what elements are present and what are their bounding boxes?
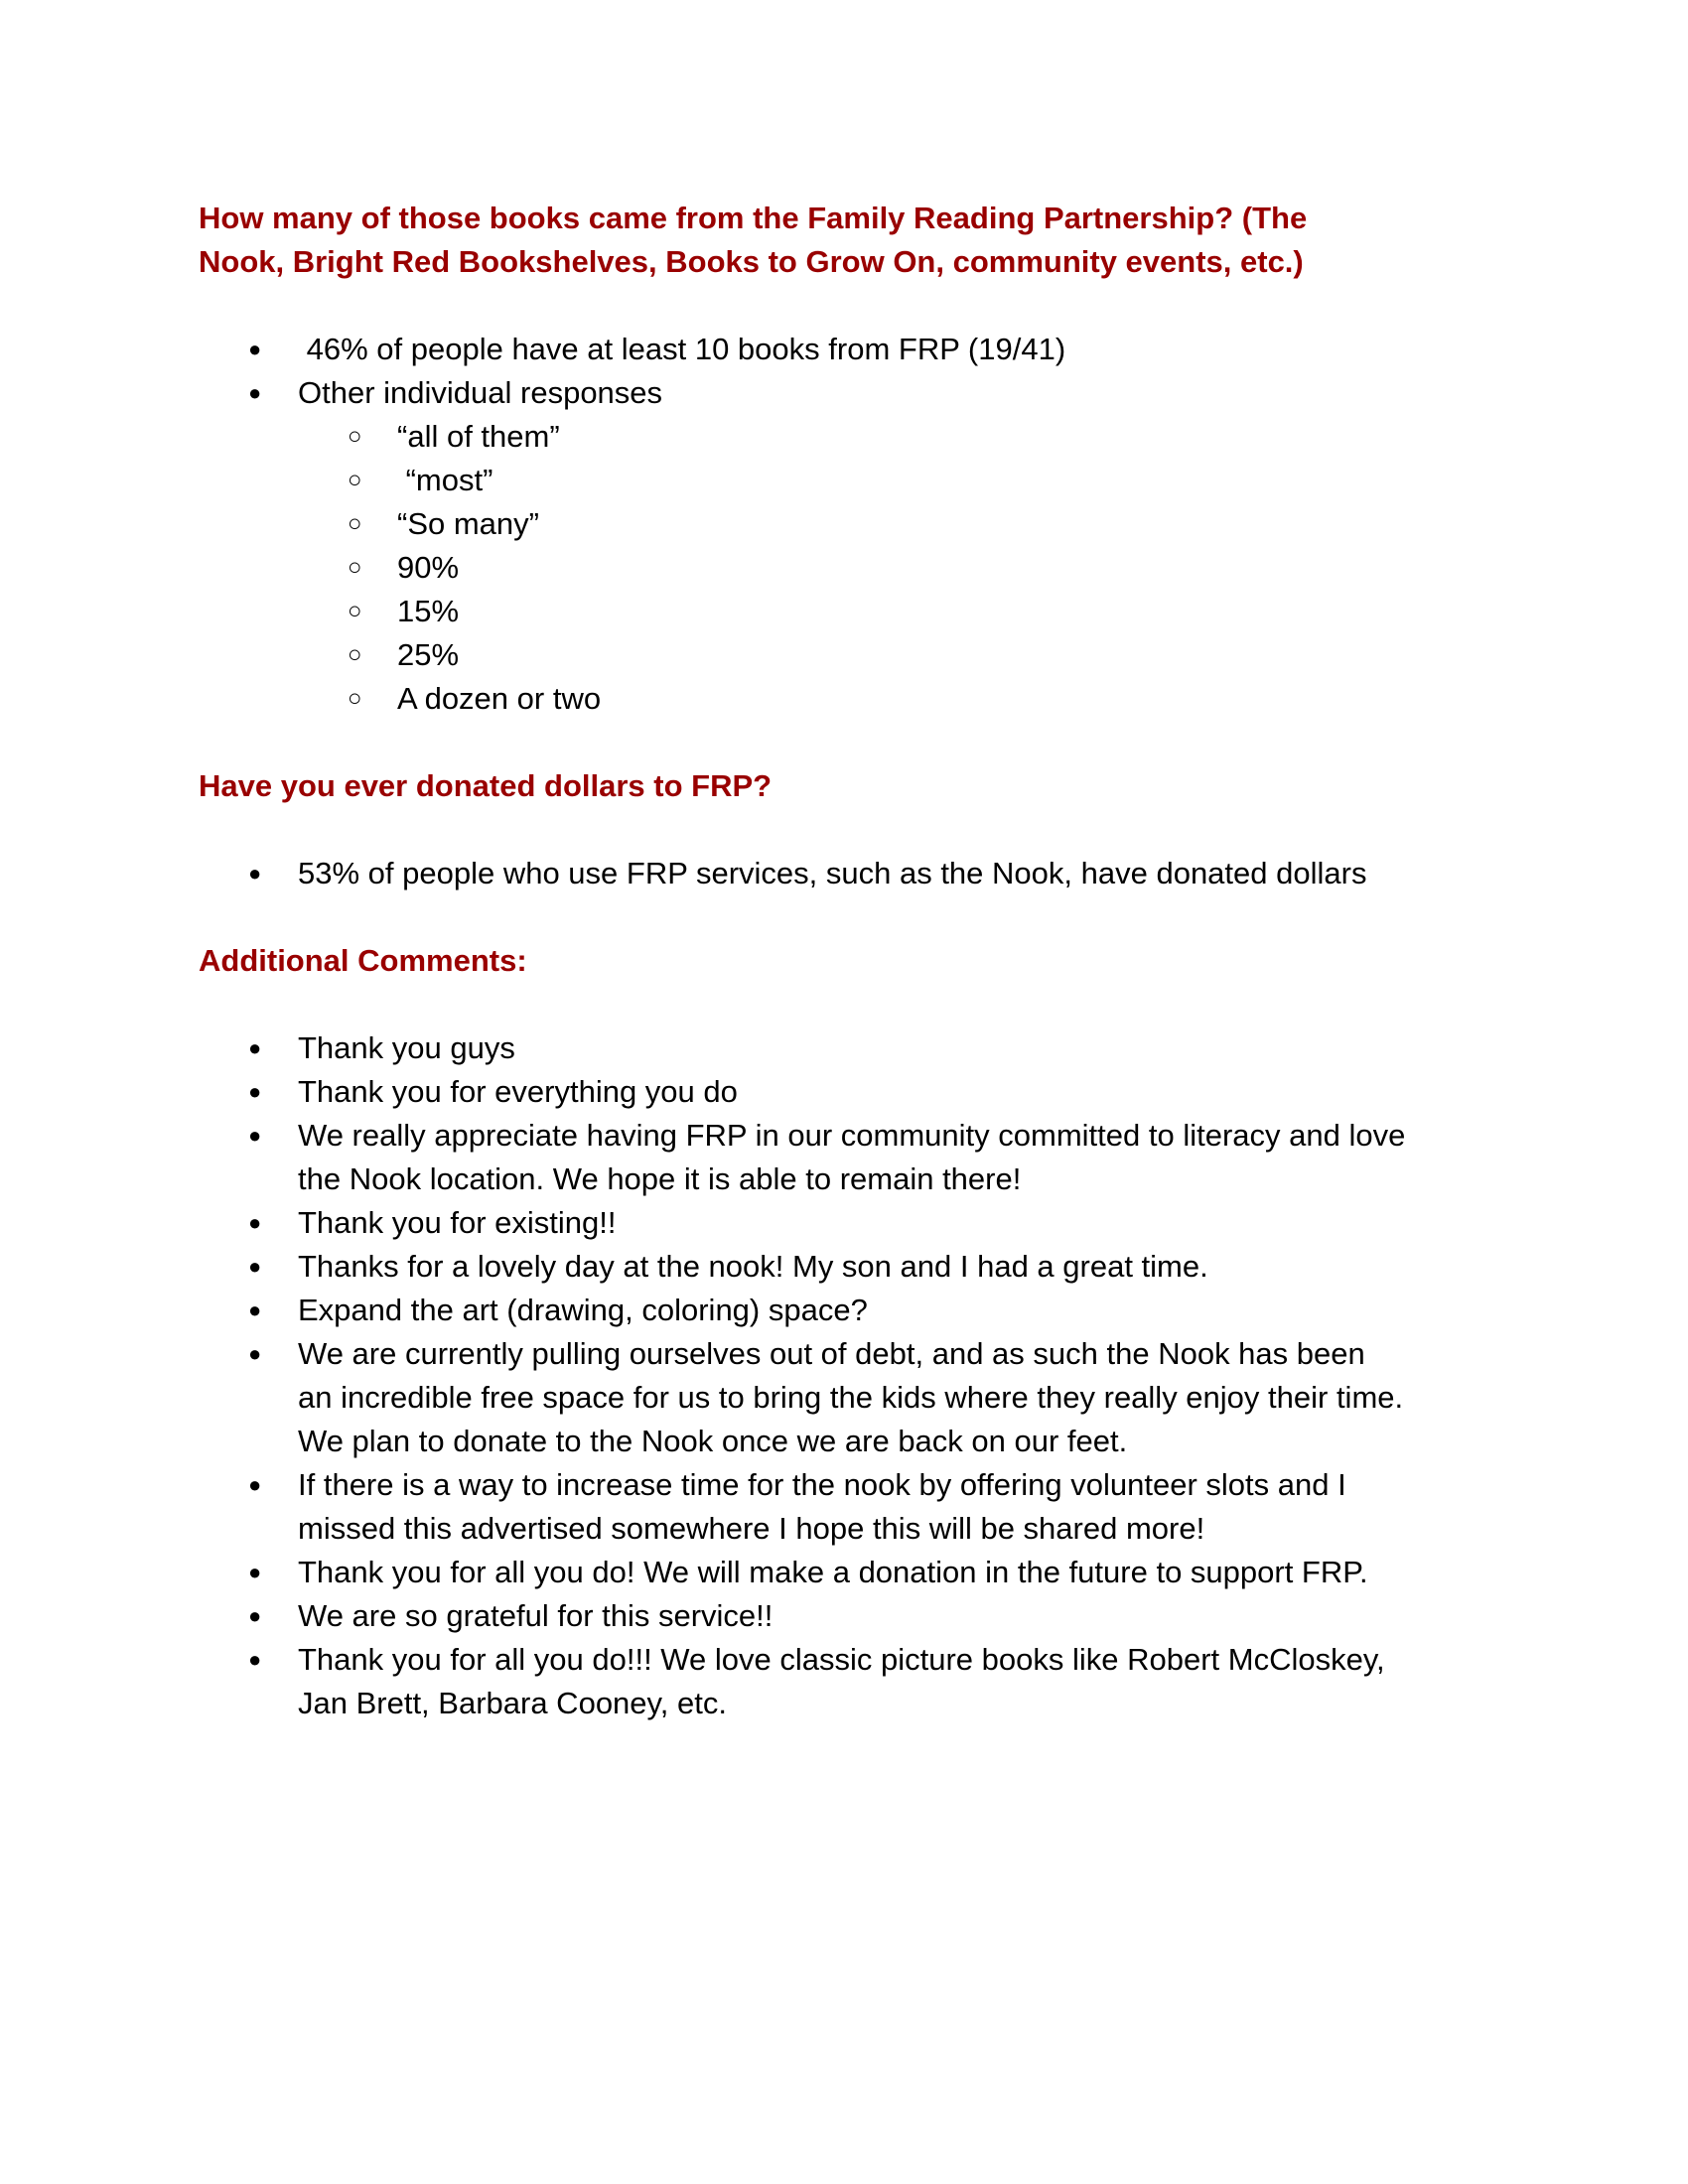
list-item-text: 53% of people who use FRP services, such as the Nook, have donated dollars [298,856,1367,890]
comment-line: Thank you for existing!! [298,1205,617,1240]
circle-bullet-icon: ○ [348,685,362,712]
sublist-item [199,677,1499,721]
comment-line: Jan Brett, Barbara Cooney, etc. [298,1686,727,1720]
bullet-icon: ● [248,337,262,361]
comment-line: Expand the art (drawing, coloring) space? [298,1293,868,1327]
sublist-item [199,590,1499,633]
comment-line: the Nook location. We hope it is able to remain there! [298,1161,1022,1196]
spacer [199,808,1499,852]
comment-line: an incredible free space for us to bring the kids where they really enjoy their time. [298,1380,1404,1415]
sublist-item [199,459,1499,502]
comment-line: We are currently pulling ourselves out of debt, and as such the Nook has been [298,1336,1365,1371]
sublist-item-text: 90% [397,550,460,585]
bullet-icon: ● [248,1560,262,1584]
comment-item [199,1070,1499,1114]
bullet-icon: ● [248,1472,262,1497]
comment-line: We really appreciate having FRP in our community committed to literacy and love [298,1118,1406,1153]
comment-line: If there is a way to increase time for the nook by offering volunteer slots and I [298,1467,1346,1502]
circle-bullet-icon: ○ [348,423,362,450]
comment-item [199,1638,1499,1725]
sublist-item [199,415,1499,459]
bullet-icon: ● [248,1123,262,1148]
bullet-icon: ● [248,1647,262,1672]
comment-item [199,1114,1499,1201]
bullet-icon: ● [248,380,262,405]
comments-list [199,1026,1499,1725]
comment-item [199,1026,1499,1070]
comment-item [199,1463,1499,1551]
circle-bullet-icon: ○ [348,641,362,668]
spacer [199,983,1499,1026]
comment-item [199,1551,1499,1594]
document-page [199,197,1499,1725]
section2-heading: Have you ever donated dollars to FRP? [199,768,773,803]
circle-bullet-icon: ○ [348,598,362,624]
comment-line: Thank you for all you do!!! We love classic picture books like Robert McCloskey, [298,1642,1385,1677]
list-item [199,852,1499,895]
comment-item [199,1332,1499,1463]
bullet-icon: ● [248,1341,262,1366]
bullet-icon: ● [248,1297,262,1322]
list-item-text: Other individual responses [298,375,663,410]
comment-line: Thank you for all you do! We will make a donation in the future to support FRP. [298,1555,1368,1589]
circle-bullet-icon: ○ [348,467,362,493]
spacer [199,895,1499,939]
circle-bullet-icon: ○ [348,510,362,537]
sublist-item [199,546,1499,590]
sublist-item [199,502,1499,546]
comment-item [199,1245,1499,1289]
comment-line: missed this advertised somewhere I hope this will be shared more! [298,1511,1205,1546]
sublist-item-text: “most” [397,463,493,497]
sublist-item-text: “So many” [397,506,539,541]
comment-line: We are so grateful for this service!! [298,1598,774,1633]
section1-sublist [199,415,1499,721]
bullet-icon: ● [248,861,262,886]
section1-heading-line1: How many of those books came from the Family Reading Partnership? (The [199,201,1308,235]
comment-item [199,1594,1499,1638]
section2-list [199,852,1499,895]
comment-line: We plan to donate to the Nook once we are back on our feet. [298,1424,1128,1458]
bullet-icon: ● [248,1079,262,1104]
sublist-item [199,633,1499,677]
sublist-item-text: 25% [397,637,460,672]
section3-heading: Additional Comments: [199,943,527,978]
bullet-icon: ● [248,1210,262,1235]
sublist-item-text: 15% [397,594,460,628]
section1-heading [199,197,1499,284]
bullet-icon: ● [248,1603,262,1628]
circle-bullet-icon: ○ [348,554,362,581]
bullet-icon: ● [248,1035,262,1060]
list-item [199,328,1499,371]
comment-item [199,1289,1499,1332]
comment-line: Thank you guys [298,1030,515,1065]
sublist-item-text: “all of them” [397,419,560,454]
sublist-item-text: A dozen or two [397,681,602,716]
section1-heading-line2: Nook, Bright Red Bookshelves, Books to Grow On, community events, etc.) [199,244,1304,279]
spacer [199,721,1499,764]
comment-item [199,1201,1499,1245]
bullet-icon: ● [248,1254,262,1279]
list-item-text: 46% of people have at least 10 books from FRP (19/41) [298,332,1066,366]
comment-line: Thanks for a lovely day at the nook! My son and I had a great time. [298,1249,1208,1284]
spacer [199,284,1499,328]
comment-line: Thank you for everything you do [298,1074,738,1109]
list-item [199,371,1499,415]
section1-list [199,328,1499,415]
